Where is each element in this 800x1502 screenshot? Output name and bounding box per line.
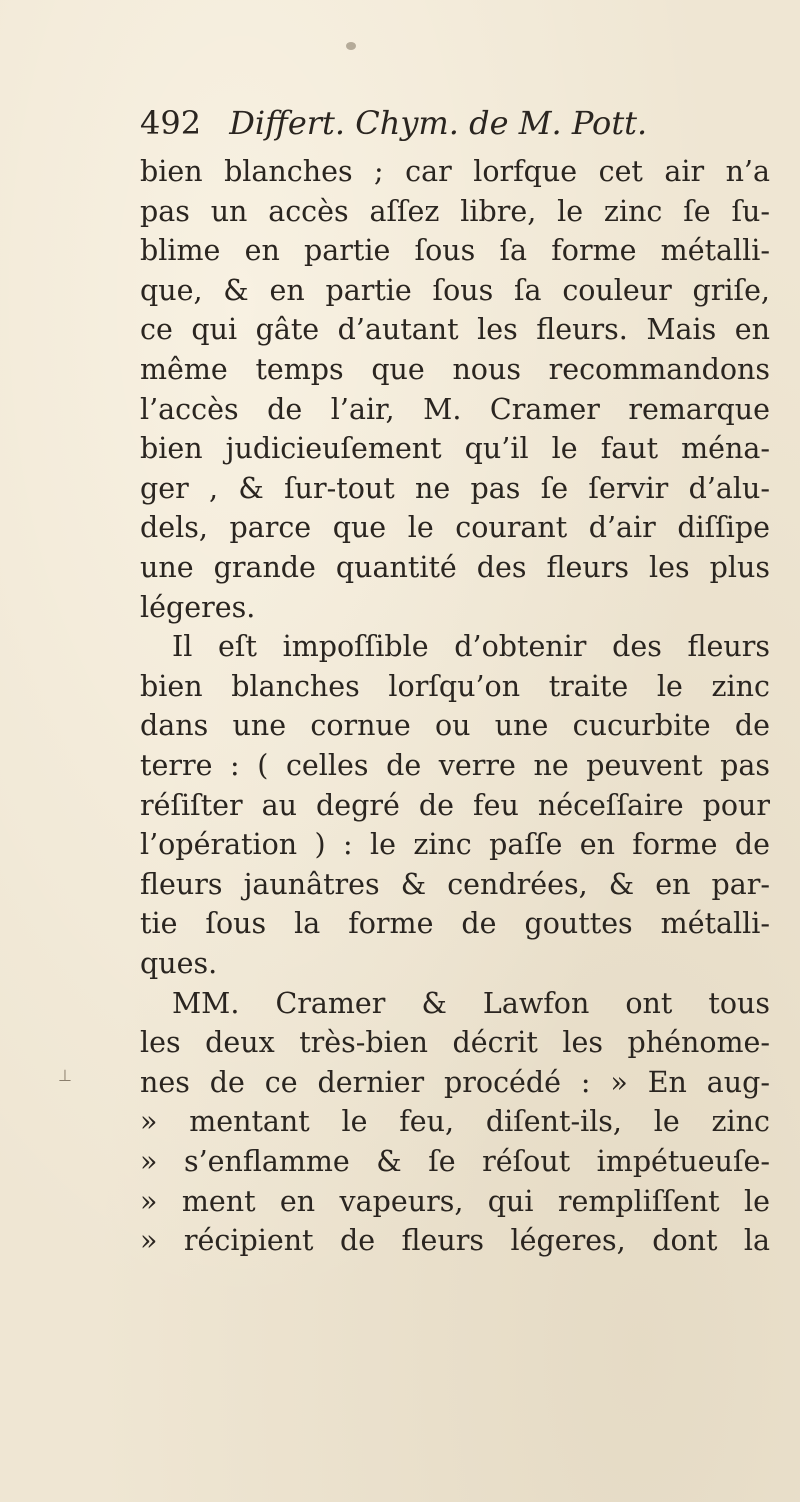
text-line: » s’enflamme & ſe réſout impétueuſe- — [140, 1145, 770, 1178]
text-line: » récipient de fleurs légeres, dont la — [140, 1224, 770, 1258]
text-line: tie ſous la forme de gouttes métalli- — [140, 907, 770, 941]
text-line: l’opération ) : le zinc paſſe en forme de — [140, 828, 770, 862]
text-line: que, & en partie ſous ſa couleur griſe, — [140, 273, 770, 307]
text-line: ques. — [140, 947, 218, 980]
text-line: réſiſter au degré de feu néceſſaire pour — [140, 788, 770, 822]
text-line: bien judicieuſement qu’il le faut ména- — [140, 432, 770, 466]
text-line: ce qui gâte d’autant les fleurs. Mais en — [140, 313, 770, 347]
text-line: nes de ce dernier procédé : » En aug- — [140, 1065, 770, 1099]
text-line: l’accès de l’air, M. Cramer remarque — [140, 392, 770, 426]
text-line: MM. Cramer & Lawfon ont tous — [172, 986, 770, 1020]
text-line: blime en partie ſous ſa forme métalli- — [140, 234, 770, 268]
running-head — [140, 100, 760, 146]
text-line: légeres. — [140, 590, 256, 624]
page-number: 492 — [140, 104, 202, 142]
text-line: une grande quantité des fleurs les plus — [140, 551, 770, 584]
text-line: bien blanches lorſqu’on traite le zinc — [140, 669, 770, 703]
text-line: bien blanches ; car lorfque cet air n’a — [140, 155, 770, 188]
text-line: dels, parce que le courant d’air diſſipe — [140, 511, 770, 545]
text-line: » mentant le feu, diſent-ils, le zinc — [140, 1105, 770, 1139]
text-line: » ment en vapeurs, qui rempliſſent le — [140, 1184, 770, 1218]
text-line: même temps que nous recommandons — [140, 353, 770, 386]
text-line: ger , & ſur-tout ne pas ſe ſervir d’alu- — [140, 471, 770, 505]
text-line: dans une cornue ou une cucurbite de — [140, 709, 770, 743]
text-line: pas un accès aſſez libre, le zinc ſe ſu- — [140, 194, 770, 228]
margin-mark: ⊥ — [58, 1066, 72, 1085]
text-line: Il eſt impoſſible d’obtenir des fleurs — [172, 630, 770, 664]
running-title: Differt. Chym. de M. Pott. — [229, 104, 648, 142]
text-line: terre : ( celles de verre ne peuvent pas — [140, 749, 770, 782]
text-line: les deux très-bien décrit les phénome- — [140, 1026, 770, 1060]
text-line: fleurs jaunâtres & cendrées, & en par- — [140, 867, 770, 901]
ink-spot — [346, 42, 356, 50]
